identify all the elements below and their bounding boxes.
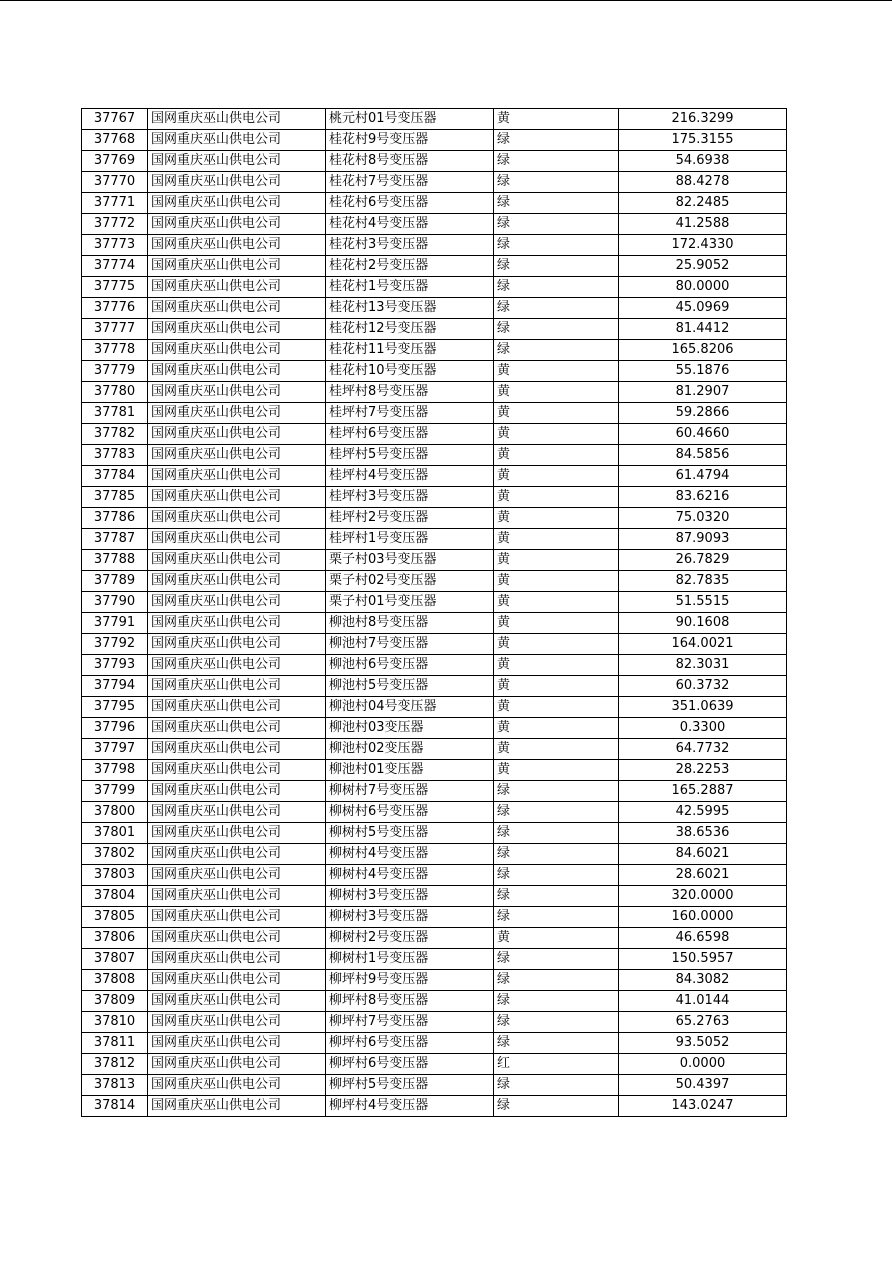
status-cell: 红: [494, 1054, 619, 1075]
row-id-cell: 37803: [82, 865, 148, 886]
company-cell: 国网重庆巫山供电公司: [148, 928, 326, 949]
row-id-cell: 37791: [82, 613, 148, 634]
company-cell: 国网重庆巫山供电公司: [148, 865, 326, 886]
row-id-cell: 37812: [82, 1054, 148, 1075]
transformer-name-cell: 桂花村9号变压器: [326, 130, 494, 151]
row-id-cell: 37767: [82, 109, 148, 130]
table-row: [82, 277, 787, 298]
table-row: [82, 214, 787, 235]
table-row: [82, 718, 787, 739]
row-id-cell: 37772: [82, 214, 148, 235]
table-row: [82, 235, 787, 256]
company-cell: 国网重庆巫山供电公司: [148, 130, 326, 151]
status-cell: 黄: [494, 592, 619, 613]
row-id-cell: 37769: [82, 151, 148, 172]
status-cell: 黄: [494, 550, 619, 571]
transformer-name-cell: 桂坪村2号变压器: [326, 508, 494, 529]
transformer-name-cell: 桂花村2号变压器: [326, 256, 494, 277]
value-cell: 93.5052: [619, 1033, 787, 1054]
status-cell: 黄: [494, 718, 619, 739]
value-cell: 61.4794: [619, 466, 787, 487]
value-cell: 88.4278: [619, 172, 787, 193]
status-cell: 黄: [494, 928, 619, 949]
table-row: [82, 151, 787, 172]
value-cell: 64.7732: [619, 739, 787, 760]
company-cell: 国网重庆巫山供电公司: [148, 655, 326, 676]
table-row: [82, 1033, 787, 1054]
table-row: [82, 781, 787, 802]
value-cell: 26.7829: [619, 550, 787, 571]
transformer-name-cell: 柳池村03变压器: [326, 718, 494, 739]
company-cell: 国网重庆巫山供电公司: [148, 1096, 326, 1117]
value-cell: 25.9052: [619, 256, 787, 277]
status-cell: 绿: [494, 151, 619, 172]
value-cell: 59.2866: [619, 403, 787, 424]
table-row: [82, 298, 787, 319]
transformer-name-cell: 栗子村03号变压器: [326, 550, 494, 571]
transformer-name-cell: 桂坪村3号变压器: [326, 487, 494, 508]
company-cell: 国网重庆巫山供电公司: [148, 529, 326, 550]
status-cell: 绿: [494, 214, 619, 235]
table-row: [82, 760, 787, 781]
value-cell: 0.3300: [619, 718, 787, 739]
company-cell: 国网重庆巫山供电公司: [148, 214, 326, 235]
transformer-name-cell: 桂花村13号变压器: [326, 298, 494, 319]
value-cell: 46.6598: [619, 928, 787, 949]
table-row: [82, 991, 787, 1012]
row-id-cell: 37788: [82, 550, 148, 571]
row-id-cell: 37801: [82, 823, 148, 844]
value-cell: 60.3732: [619, 676, 787, 697]
table-row: [82, 1012, 787, 1033]
status-cell: 黄: [494, 445, 619, 466]
row-id-cell: 37804: [82, 886, 148, 907]
row-id-cell: 37794: [82, 676, 148, 697]
status-cell: 绿: [494, 1012, 619, 1033]
transformer-name-cell: 桂花村4号变压器: [326, 214, 494, 235]
status-cell: 绿: [494, 823, 619, 844]
table-row: [82, 319, 787, 340]
status-cell: 绿: [494, 991, 619, 1012]
value-cell: 216.3299: [619, 109, 787, 130]
transformer-name-cell: 柳池村01变压器: [326, 760, 494, 781]
transformer-name-cell: 柳树村3号变压器: [326, 907, 494, 928]
status-cell: 绿: [494, 235, 619, 256]
company-cell: 国网重庆巫山供电公司: [148, 1012, 326, 1033]
company-cell: 国网重庆巫山供电公司: [148, 466, 326, 487]
value-cell: 41.0144: [619, 991, 787, 1012]
table-row: [82, 886, 787, 907]
row-id-cell: 37785: [82, 487, 148, 508]
company-cell: 国网重庆巫山供电公司: [148, 1054, 326, 1075]
row-id-cell: 37782: [82, 424, 148, 445]
table-row: [82, 193, 787, 214]
company-cell: 国网重庆巫山供电公司: [148, 550, 326, 571]
table-row: [82, 634, 787, 655]
row-id-cell: 37805: [82, 907, 148, 928]
status-cell: 绿: [494, 1096, 619, 1117]
status-cell: 黄: [494, 487, 619, 508]
transformer-name-cell: 桂花村11号变压器: [326, 340, 494, 361]
company-cell: 国网重庆巫山供电公司: [148, 907, 326, 928]
row-id-cell: 37800: [82, 802, 148, 823]
status-cell: 绿: [494, 781, 619, 802]
row-id-cell: 37776: [82, 298, 148, 319]
company-cell: 国网重庆巫山供电公司: [148, 1075, 326, 1096]
value-cell: 28.6021: [619, 865, 787, 886]
transformer-name-cell: 桂花村8号变压器: [326, 151, 494, 172]
value-cell: 41.2588: [619, 214, 787, 235]
table-row: [82, 361, 787, 382]
status-cell: 黄: [494, 403, 619, 424]
company-cell: 国网重庆巫山供电公司: [148, 781, 326, 802]
status-cell: 绿: [494, 277, 619, 298]
transformer-name-cell: 桂花村1号变压器: [326, 277, 494, 298]
row-id-cell: 37813: [82, 1075, 148, 1096]
value-cell: 320.0000: [619, 886, 787, 907]
value-cell: 82.3031: [619, 655, 787, 676]
company-cell: 国网重庆巫山供电公司: [148, 1033, 326, 1054]
transformer-name-cell: 柳池村5号变压器: [326, 676, 494, 697]
row-id-cell: 37781: [82, 403, 148, 424]
company-cell: 国网重庆巫山供电公司: [148, 172, 326, 193]
value-cell: 81.2907: [619, 382, 787, 403]
row-id-cell: 37786: [82, 508, 148, 529]
status-cell: 绿: [494, 1075, 619, 1096]
status-cell: 绿: [494, 865, 619, 886]
value-cell: 165.2887: [619, 781, 787, 802]
company-cell: 国网重庆巫山供电公司: [148, 382, 326, 403]
status-cell: 黄: [494, 466, 619, 487]
company-cell: 国网重庆巫山供电公司: [148, 256, 326, 277]
table-row: [82, 907, 787, 928]
company-cell: 国网重庆巫山供电公司: [148, 298, 326, 319]
table-row: [82, 1096, 787, 1117]
table-row: [82, 970, 787, 991]
value-cell: 351.0639: [619, 697, 787, 718]
transformer-name-cell: 柳坪村4号变压器: [326, 1096, 494, 1117]
row-id-cell: 37796: [82, 718, 148, 739]
transformer-name-cell: 栗子村02号变压器: [326, 571, 494, 592]
status-cell: 绿: [494, 172, 619, 193]
row-id-cell: 37768: [82, 130, 148, 151]
row-id-cell: 37775: [82, 277, 148, 298]
status-cell: 绿: [494, 130, 619, 151]
transformer-name-cell: 柳坪村6号变压器: [326, 1054, 494, 1075]
value-cell: 84.6021: [619, 844, 787, 865]
company-cell: 国网重庆巫山供电公司: [148, 592, 326, 613]
transformer-name-cell: 栗子村01号变压器: [326, 592, 494, 613]
table-row: [82, 613, 787, 634]
transformer-name-cell: 柳池村02变压器: [326, 739, 494, 760]
row-id-cell: 37774: [82, 256, 148, 277]
status-cell: 黄: [494, 361, 619, 382]
table-row: [82, 844, 787, 865]
status-cell: 黄: [494, 634, 619, 655]
table-row: [82, 529, 787, 550]
transformer-name-cell: 柳池村04号变压器: [326, 697, 494, 718]
row-id-cell: 37809: [82, 991, 148, 1012]
value-cell: 83.6216: [619, 487, 787, 508]
transformer-name-cell: 桂坪村7号变压器: [326, 403, 494, 424]
table-row: [82, 466, 787, 487]
table-row: [82, 592, 787, 613]
row-id-cell: 37778: [82, 340, 148, 361]
value-cell: 160.0000: [619, 907, 787, 928]
transformer-name-cell: 柳池村6号变压器: [326, 655, 494, 676]
value-cell: 172.4330: [619, 235, 787, 256]
transformer-name-cell: 柳池村7号变压器: [326, 634, 494, 655]
row-id-cell: 37811: [82, 1033, 148, 1054]
row-id-cell: 37799: [82, 781, 148, 802]
company-cell: 国网重庆巫山供电公司: [148, 109, 326, 130]
table-row: [82, 508, 787, 529]
row-id-cell: 37798: [82, 760, 148, 781]
company-cell: 国网重庆巫山供电公司: [148, 991, 326, 1012]
value-cell: 84.5856: [619, 445, 787, 466]
transformer-name-cell: 柳树村6号变压器: [326, 802, 494, 823]
row-id-cell: 37808: [82, 970, 148, 991]
table-row: [82, 550, 787, 571]
company-cell: 国网重庆巫山供电公司: [148, 886, 326, 907]
row-id-cell: 37773: [82, 235, 148, 256]
table-row: [82, 487, 787, 508]
company-cell: 国网重庆巫山供电公司: [148, 802, 326, 823]
row-id-cell: 37807: [82, 949, 148, 970]
table-row: [82, 382, 787, 403]
row-id-cell: 37783: [82, 445, 148, 466]
transformer-name-cell: 柳池村8号变压器: [326, 613, 494, 634]
status-cell: 黄: [494, 109, 619, 130]
row-id-cell: 37771: [82, 193, 148, 214]
company-cell: 国网重庆巫山供电公司: [148, 949, 326, 970]
company-cell: 国网重庆巫山供电公司: [148, 424, 326, 445]
transformer-name-cell: 桂花村10号变压器: [326, 361, 494, 382]
row-id-cell: 37792: [82, 634, 148, 655]
value-cell: 82.2485: [619, 193, 787, 214]
row-id-cell: 37770: [82, 172, 148, 193]
row-id-cell: 37797: [82, 739, 148, 760]
transformer-name-cell: 柳树村5号变压器: [326, 823, 494, 844]
value-cell: 54.6938: [619, 151, 787, 172]
status-cell: 绿: [494, 319, 619, 340]
table-body: [82, 109, 787, 1117]
table-row: [82, 256, 787, 277]
status-cell: 黄: [494, 424, 619, 445]
transformer-name-cell: 桂坪村1号变压器: [326, 529, 494, 550]
value-cell: 51.5515: [619, 592, 787, 613]
transformer-name-cell: 桂坪村8号变压器: [326, 382, 494, 403]
value-cell: 150.5957: [619, 949, 787, 970]
table-row: [82, 1054, 787, 1075]
company-cell: 国网重庆巫山供电公司: [148, 487, 326, 508]
value-cell: 143.0247: [619, 1096, 787, 1117]
status-cell: 绿: [494, 970, 619, 991]
company-cell: 国网重庆巫山供电公司: [148, 361, 326, 382]
row-id-cell: 37790: [82, 592, 148, 613]
company-cell: 国网重庆巫山供电公司: [148, 739, 326, 760]
transformer-name-cell: 柳树村4号变压器: [326, 865, 494, 886]
transformer-name-cell: 桂花村12号变压器: [326, 319, 494, 340]
transformer-name-cell: 桂坪村5号变压器: [326, 445, 494, 466]
status-cell: 黄: [494, 697, 619, 718]
transformer-name-cell: 柳坪村6号变压器: [326, 1033, 494, 1054]
company-cell: 国网重庆巫山供电公司: [148, 571, 326, 592]
status-cell: 黄: [494, 655, 619, 676]
row-id-cell: 37780: [82, 382, 148, 403]
value-cell: 81.4412: [619, 319, 787, 340]
status-cell: 黄: [494, 508, 619, 529]
status-cell: 绿: [494, 802, 619, 823]
value-cell: 50.4397: [619, 1075, 787, 1096]
transformer-name-cell: 柳坪村9号变压器: [326, 970, 494, 991]
company-cell: 国网重庆巫山供电公司: [148, 508, 326, 529]
value-cell: 45.0969: [619, 298, 787, 319]
company-cell: 国网重庆巫山供电公司: [148, 823, 326, 844]
status-cell: 绿: [494, 298, 619, 319]
table-row: [82, 172, 787, 193]
value-cell: 175.3155: [619, 130, 787, 151]
row-id-cell: 37795: [82, 697, 148, 718]
status-cell: 绿: [494, 1033, 619, 1054]
table-row: [82, 109, 787, 130]
transformer-name-cell: 柳树村1号变压器: [326, 949, 494, 970]
transformer-name-cell: 柳树村2号变压器: [326, 928, 494, 949]
value-cell: 38.6536: [619, 823, 787, 844]
company-cell: 国网重庆巫山供电公司: [148, 340, 326, 361]
status-cell: 黄: [494, 760, 619, 781]
status-cell: 绿: [494, 193, 619, 214]
value-cell: 87.9093: [619, 529, 787, 550]
table-row: [82, 571, 787, 592]
value-cell: 65.2763: [619, 1012, 787, 1033]
status-cell: 黄: [494, 676, 619, 697]
company-cell: 国网重庆巫山供电公司: [148, 277, 326, 298]
value-cell: 84.3082: [619, 970, 787, 991]
transformer-name-cell: 柳坪村8号变压器: [326, 991, 494, 1012]
company-cell: 国网重庆巫山供电公司: [148, 697, 326, 718]
table-row: [82, 949, 787, 970]
value-cell: 90.1608: [619, 613, 787, 634]
transformer-table: [81, 108, 787, 1117]
row-id-cell: 37802: [82, 844, 148, 865]
status-cell: 黄: [494, 613, 619, 634]
top-border-line: [0, 0, 892, 1]
row-id-cell: 37810: [82, 1012, 148, 1033]
value-cell: 28.2253: [619, 760, 787, 781]
company-cell: 国网重庆巫山供电公司: [148, 613, 326, 634]
transformer-name-cell: 桃元村01号变压器: [326, 109, 494, 130]
table-row: [82, 403, 787, 424]
company-cell: 国网重庆巫山供电公司: [148, 970, 326, 991]
transformer-name-cell: 柳坪村5号变压器: [326, 1075, 494, 1096]
company-cell: 国网重庆巫山供电公司: [148, 445, 326, 466]
table-row: [82, 697, 787, 718]
value-cell: 55.1876: [619, 361, 787, 382]
row-id-cell: 37787: [82, 529, 148, 550]
table-row: [82, 865, 787, 886]
transformer-name-cell: 桂花村3号变压器: [326, 235, 494, 256]
status-cell: 黄: [494, 739, 619, 760]
value-cell: 164.0021: [619, 634, 787, 655]
table-row: [82, 655, 787, 676]
transformer-name-cell: 柳树村7号变压器: [326, 781, 494, 802]
status-cell: 黄: [494, 571, 619, 592]
transformer-name-cell: 桂花村6号变压器: [326, 193, 494, 214]
table-row: [82, 676, 787, 697]
table-row: [82, 340, 787, 361]
value-cell: 42.5995: [619, 802, 787, 823]
table-row: [82, 130, 787, 151]
row-id-cell: 37789: [82, 571, 148, 592]
company-cell: 国网重庆巫山供电公司: [148, 634, 326, 655]
table-row: [82, 739, 787, 760]
transformer-name-cell: 柳树村4号变压器: [326, 844, 494, 865]
row-id-cell: 37806: [82, 928, 148, 949]
status-cell: 黄: [494, 382, 619, 403]
company-cell: 国网重庆巫山供电公司: [148, 319, 326, 340]
table-row: [82, 424, 787, 445]
company-cell: 国网重庆巫山供电公司: [148, 193, 326, 214]
value-cell: 0.0000: [619, 1054, 787, 1075]
row-id-cell: 37779: [82, 361, 148, 382]
company-cell: 国网重庆巫山供电公司: [148, 676, 326, 697]
row-id-cell: 37777: [82, 319, 148, 340]
transformer-name-cell: 桂坪村6号变压器: [326, 424, 494, 445]
company-cell: 国网重庆巫山供电公司: [148, 844, 326, 865]
table-row: [82, 445, 787, 466]
value-cell: 80.0000: [619, 277, 787, 298]
table-row: [82, 1075, 787, 1096]
company-cell: 国网重庆巫山供电公司: [148, 718, 326, 739]
table-row: [82, 802, 787, 823]
transformer-name-cell: 柳坪村7号变压器: [326, 1012, 494, 1033]
status-cell: 绿: [494, 949, 619, 970]
row-id-cell: 37784: [82, 466, 148, 487]
status-cell: 绿: [494, 907, 619, 928]
company-cell: 国网重庆巫山供电公司: [148, 235, 326, 256]
company-cell: 国网重庆巫山供电公司: [148, 151, 326, 172]
value-cell: 82.7835: [619, 571, 787, 592]
status-cell: 绿: [494, 256, 619, 277]
status-cell: 黄: [494, 529, 619, 550]
company-cell: 国网重庆巫山供电公司: [148, 403, 326, 424]
table-row: [82, 928, 787, 949]
status-cell: 绿: [494, 886, 619, 907]
value-cell: 165.8206: [619, 340, 787, 361]
company-cell: 国网重庆巫山供电公司: [148, 760, 326, 781]
row-id-cell: 37793: [82, 655, 148, 676]
transformer-name-cell: 桂坪村4号变压器: [326, 466, 494, 487]
status-cell: 绿: [494, 340, 619, 361]
transformer-name-cell: 柳树村3号变压器: [326, 886, 494, 907]
value-cell: 75.0320: [619, 508, 787, 529]
table-row: [82, 823, 787, 844]
value-cell: 60.4660: [619, 424, 787, 445]
row-id-cell: 37814: [82, 1096, 148, 1117]
status-cell: 绿: [494, 844, 619, 865]
transformer-name-cell: 桂花村7号变压器: [326, 172, 494, 193]
